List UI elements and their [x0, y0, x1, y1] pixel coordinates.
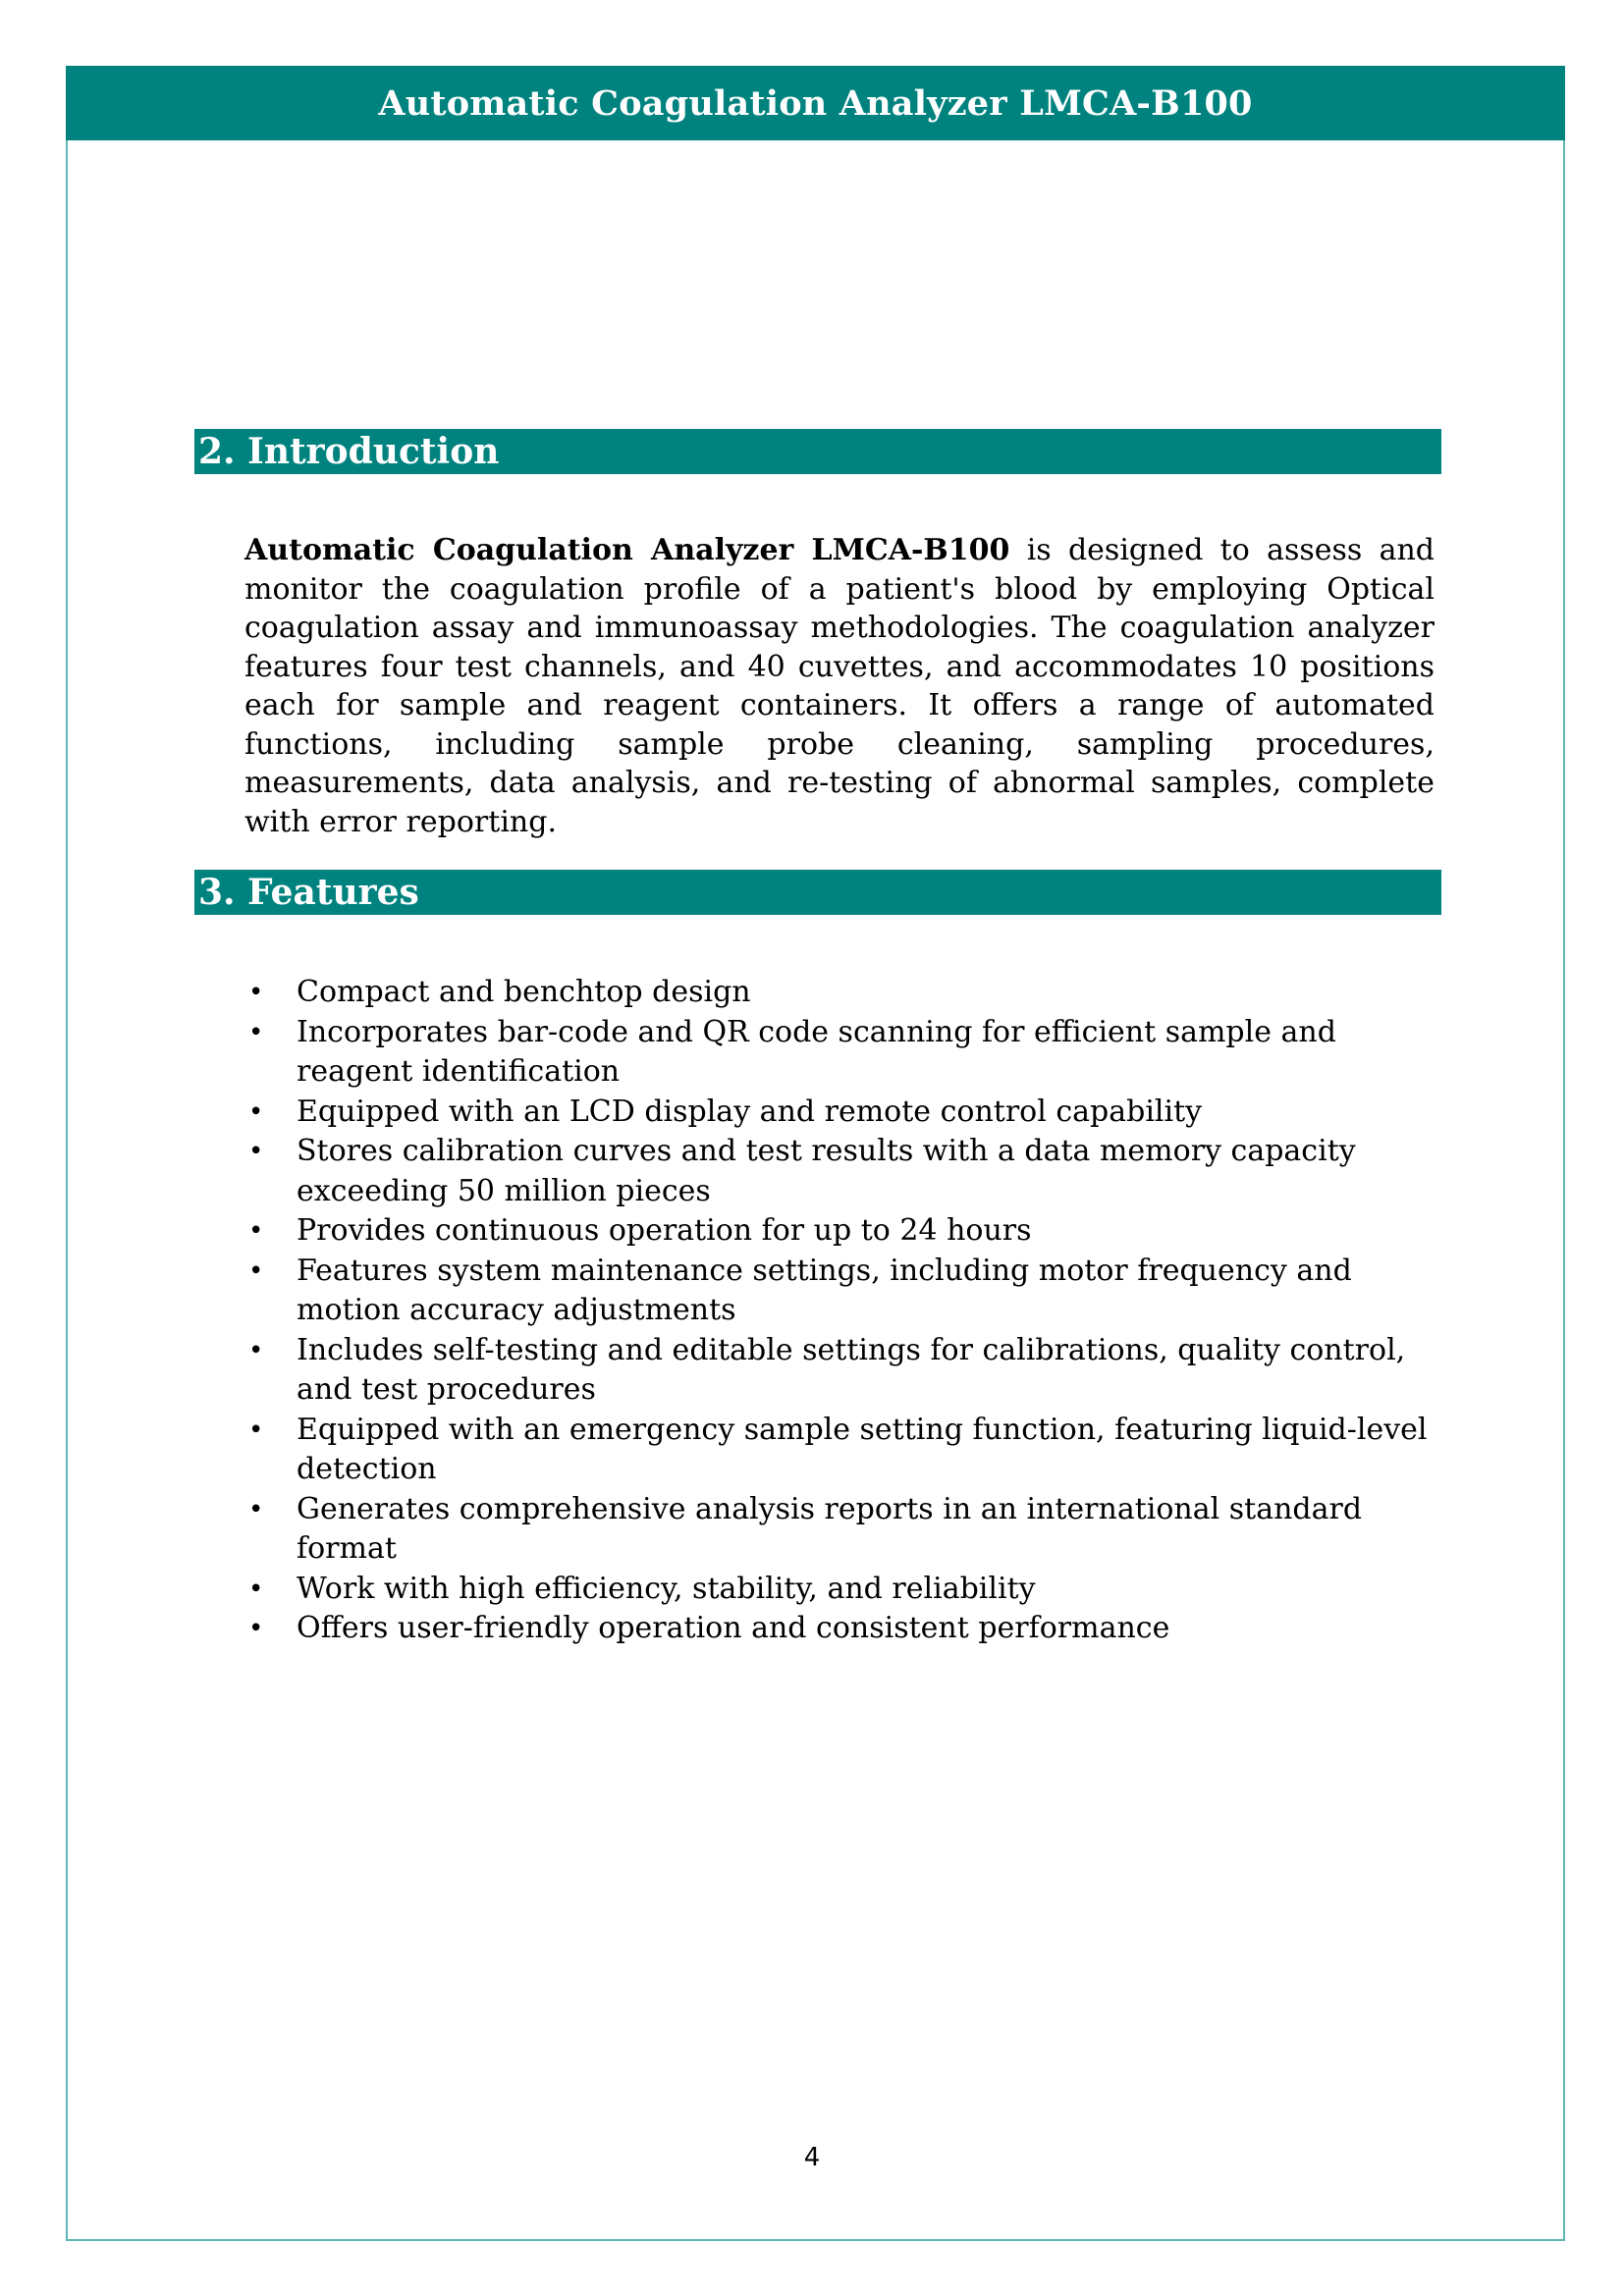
feature-list-item [244, 1570, 1437, 1610]
feature-text: Equipped with an emergency sample setting function, featuring liquid-level detection [297, 1412, 1428, 1486]
feature-list-item [244, 1331, 1437, 1411]
feature-text: Includes self-testing and editable settings for calibrations, quality control, and test procedures [297, 1332, 1406, 1407]
bullet-icon: • [248, 1096, 264, 1127]
feature-text: Generates comprehensive analysis reports in an international standard format [297, 1491, 1363, 1566]
bullet-icon: • [248, 1494, 264, 1524]
bullet-icon: • [248, 1017, 264, 1047]
feature-text: Work with high efficiency, stability, and reliability [297, 1571, 1036, 1606]
document-title: Automatic Coagulation Analyzer LMCA-B100 [378, 82, 1253, 124]
feature-list-item [244, 1252, 1437, 1331]
bullet-icon: • [248, 1137, 264, 1166]
bullet-icon: • [248, 1415, 264, 1445]
section-number: 3. [198, 872, 236, 913]
document-header [66, 66, 1565, 140]
feature-text: Equipped with an LCD display and remote control capability [297, 1094, 1203, 1129]
bullet-icon: • [248, 1335, 264, 1365]
feature-list-item [244, 1211, 1437, 1252]
feature-list-item [244, 1411, 1437, 1490]
feature-list-item [244, 1093, 1437, 1133]
feature-list-item [244, 1490, 1437, 1570]
section-title: Features [247, 872, 419, 913]
bullet-icon: • [248, 1255, 264, 1286]
feature-text: Provides continuous operation for up to 24 hours [297, 1213, 1032, 1248]
features-list [244, 973, 1437, 1649]
section-heading-features [194, 870, 1441, 915]
product-name: Automatic Coagulation Analyzer LMCA-B100 [244, 533, 1010, 567]
introduction-body: is designed to assess and monitor the coagulation profile of a patient's blood by employing Optical coagulation assay and immunoassay methodologies. The coagulation analyzer features four test channels, and 40 cuvettes, and accommodates 10 positions each for sample and reagent containers. It offers a range of automated functions, including sample probe cleaning, sampling procedures, measurements, data analysis, and re-testing of abnormal samples, complete with error reporting. [244, 533, 1435, 839]
section-heading-introduction [194, 429, 1441, 474]
bullet-icon: • [248, 978, 264, 1007]
feature-list-item [244, 1609, 1437, 1649]
introduction-paragraph [244, 531, 1435, 841]
feature-text: Stores calibration curves and test results with a data memory capacity exceeding 50 million pieces [297, 1134, 1356, 1208]
bullet-icon: • [248, 1216, 264, 1246]
feature-list-item [244, 973, 1437, 1013]
bullet-icon: • [248, 1614, 264, 1643]
section-title: Introduction [247, 431, 500, 472]
feature-list-item [244, 1013, 1437, 1093]
feature-text: Features system maintenance settings, including motor frequency and motion accuracy adjustments [297, 1253, 1352, 1327]
feature-text: Offers user-friendly operation and consistent performance [297, 1611, 1170, 1645]
section-number: 2. [198, 431, 236, 472]
feature-text: Incorporates bar-code and QR code scanning for efficient sample and reagent identification [297, 1014, 1336, 1089]
feature-text: Compact and benchtop design [297, 975, 751, 1009]
page-number: 4 [803, 2143, 821, 2172]
feature-list-item [244, 1132, 1437, 1211]
bullet-icon: • [248, 1574, 264, 1604]
